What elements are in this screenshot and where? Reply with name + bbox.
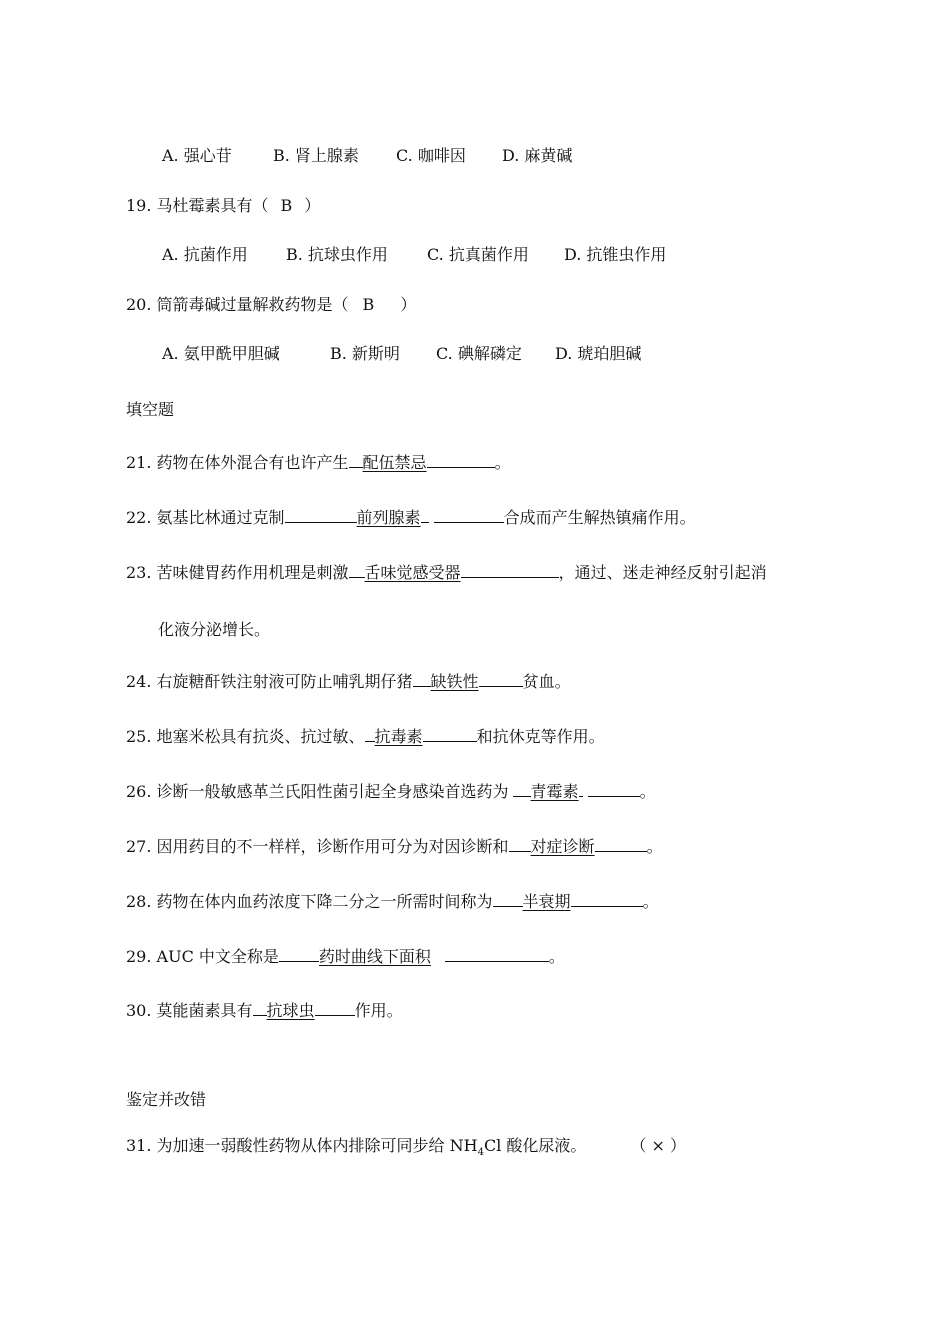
q26-answer: 青霉素: [530, 782, 579, 801]
q25: [126, 725, 605, 748]
q20-option-c: C. 碘解磷定: [436, 344, 522, 363]
q30-text: 30. 莫能菌素具有: [126, 1001, 253, 1020]
q19-option-a: A. 抗菌作用: [162, 245, 248, 264]
q18-option-c: C. 咖啡因: [396, 146, 466, 165]
q21: [126, 451, 511, 474]
q25-end: 和抗休克等作用。: [476, 727, 605, 746]
q29-text: 29. AUC 中文全称是: [126, 947, 279, 966]
q31-text-end: Cl 酸化尿液。: [483, 1136, 587, 1155]
q20-answer: B: [362, 295, 375, 314]
q21-text: 21. 药物在体外混合有也许产生: [126, 453, 349, 472]
q19-answer: B: [280, 196, 293, 215]
q28-end: 。: [642, 892, 659, 911]
q18-option-a: A. 强心苷: [162, 146, 232, 165]
q30-end: 作用。: [354, 1001, 403, 1020]
q30: [126, 999, 403, 1022]
q28: [126, 890, 659, 913]
q20-option-d: D. 琥珀胆碱: [555, 344, 642, 363]
q24-answer: 缺铁性: [430, 672, 479, 691]
q22-text: 22. 氨基比林通过克制: [126, 508, 285, 527]
q28-text: 28. 药物在体内血药浓度下降二分之一所需时间称为: [126, 892, 493, 911]
section-heading-judge: 鉴定并改错: [126, 1090, 207, 1109]
q21-end: 。: [494, 453, 511, 472]
q20-question: 20. 筒箭毒碱过量解救药物是（: [126, 295, 349, 314]
q19-question: 19. 马杜霉素具有（: [126, 196, 269, 215]
q19-options: [162, 244, 666, 266]
q31-mark: （ × ）: [630, 1136, 686, 1155]
q25-text: 25. 地塞米松具有抗炎、抗过敏、: [126, 727, 365, 746]
q20-close: ）: [400, 295, 417, 314]
q30-answer: 抗球虫: [266, 1001, 315, 1020]
q24-text: 24. 右旋糖酐铁注射液可防止哺乳期仔猪: [126, 672, 413, 691]
q21-answer: 配伍禁忌: [362, 453, 427, 472]
q22-end: 合成而产生解热镇痛作用。: [503, 508, 696, 527]
q26-end: 。: [639, 782, 656, 801]
q24-end: 贫血。: [522, 672, 571, 691]
q31-subscript: 4: [477, 1147, 484, 1159]
q22-answer: 前列腺素: [356, 508, 421, 527]
q26-text: 26. 诊断一般敏感革兰氏阳性菌引起全身感染首选药为: [126, 782, 509, 801]
q29: [126, 945, 565, 968]
q18-option-d: D. 麻黄碱: [502, 146, 573, 165]
q27-end: 。: [646, 837, 663, 856]
q19-option-c: C. 抗真菌作用: [427, 245, 529, 264]
q29-answer: 药时曲线下面积: [318, 947, 431, 966]
q23-answer: 舌味觉感受器: [364, 563, 461, 582]
q19-stem: [126, 195, 320, 217]
q25-answer: 抗毒素: [374, 727, 423, 746]
q28-answer: 半衰期: [522, 892, 571, 911]
q31: [126, 1135, 686, 1164]
q29-end: 。: [548, 947, 565, 966]
q23-text: 23. 苦味健胃药作用机理是刺激: [126, 563, 349, 582]
q27-text: 27. 因用药目的不一样样，诊断作用可分为对因诊断和: [126, 837, 509, 856]
q19-option-b: B. 抗球虫作用: [286, 245, 388, 264]
q27-answer: 对症诊断: [530, 837, 595, 856]
q20-option-a: A. 氨甲酰甲胆碱: [162, 344, 280, 363]
q19-option-d: D. 抗锥虫作用: [564, 245, 667, 264]
q20-options: [162, 343, 641, 365]
q27: [126, 835, 663, 858]
q18-options: [162, 145, 572, 167]
q20-option-b: B. 新斯明: [330, 344, 400, 363]
q22: [126, 506, 696, 529]
q24: [126, 670, 571, 693]
q20-stem: [126, 294, 416, 316]
q31-text: 31. 为加速一弱酸性药物从体内排除可同步给 NH: [126, 1136, 478, 1155]
q23: [126, 561, 767, 584]
q23-continued: 化液分泌增长。: [158, 620, 271, 639]
q18-option-b: B. 肾上腺素: [273, 146, 359, 165]
q19-close: ）: [304, 196, 321, 215]
q26: [126, 780, 656, 803]
section-heading-fill: 填空题: [126, 400, 175, 419]
q23-end: ，通过、迷走神经反射引起消: [558, 563, 767, 582]
